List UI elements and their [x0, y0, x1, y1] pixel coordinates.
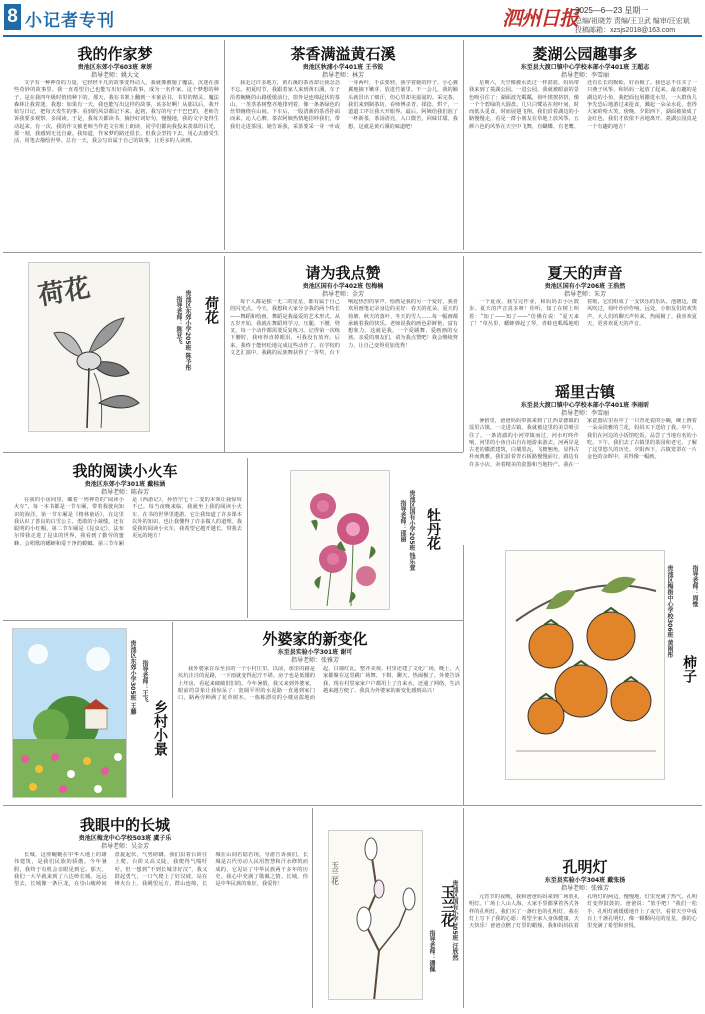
article-body: 我外婆家在东至县的一个小村庄里。以前，那里的路是坑坑洼洼的泥路，一下雨就变得泥泞不堪。房子也是低矮的土坯房，看起来破破旧旧的。今年暑假，我又来到外婆家，眼前的景象让我惊呆了：宽阔平坦的水泥路一直通到家门口，路两旁种满了花草树木。一栋栋漂亮的小楼房拔地而起，白墙红瓦，整齐美观。村里还建了文化广场，晚上，大家都聚在这里跳广场舞、下棋、聊天，热闹极了。外婆告诉我，现在村里家家户户都用上了自来水，还通了网络，生活越来越方便了。我真为外婆家的新变化感到高兴！ — [178, 666, 460, 702]
article-title: 茶香满溢黄石溪 — [290, 45, 396, 63]
jade-artwork — [328, 830, 423, 1000]
article-body: 文字有一种神奇的力量，它轻轻平凡的故事变得动人，我就像被施了魔法，沉迷在那些奇妙的故事里。我一直希望自己也能写出好看的故事，成为一名作家。这个梦想的种子，是在我四年级时悄悄种下的。那天，我在书架上翻到一本童话书，书里的精灵、魔法森林让我着迷。我想：如果有一天，我也能写出这样的故事，该多好啊！从那以后，我开始写日记，把每天发生的事、看到的风景都记下来。起初，我写的句子干巴巴的，老师告诉我要多观察、多阅读。于是，我每天都读书，摘抄好词好句，慢慢地，我的文字变得生动起来。有一次，我的作文被老师当作范文在班上朗读，同学们都向我投来羡慕的目光，那一刻，我感到无比自豪。我知道，作家梦的路还很长，但我会坚持下去，用心去感受生活，用笔去描绘世界。总有一天，我会写出属于自己的故事，让更多的人读到。 — [14, 80, 219, 145]
column-divider — [463, 256, 464, 452]
page-header — [0, 0, 705, 36]
lotus-painting — [29, 263, 150, 432]
article-school: 贵池区东郊小学603班 章妍 — [77, 64, 153, 71]
row-divider — [3, 620, 463, 621]
column-divider — [247, 458, 248, 618]
article-teacher: 指导老师：林芳 — [321, 72, 364, 79]
header-rule — [3, 35, 702, 37]
article-teacher: 指导老师：陈春芳 — [100, 489, 149, 496]
article-body: 在我的小房间里，藏着一列神奇的“阅读小火车”，每一本书都是一节车厢，带着我驶向知识的海洋。第一节车厢是《格林童话》，在这里我认识了善良的白雪公主、勇敢的小裁缝，还有聪明的小红帽。第二节车厢是《昆虫记》，法布尔带我走进了昆虫的世界，我看到了勤劳的蜜蜂、会唱歌的蟋蟀和爱干净的螳螂。第三节车厢是《西游记》，孙悟空七十二变的本领让我惊叹不已。每当夜晚来临，我就坐上我的阅读小火车，在书的世界里遨游。它让我知道了许多课本以外的知识，也让我懂得了许多做人的道理。我爱我的阅读小火车，我希望它越开越长，带我去更远的地方！ — [14, 497, 242, 547]
row-divider — [3, 252, 702, 253]
lotus-inscription: 荷花 — [36, 272, 93, 312]
jade-painting — [329, 831, 423, 1000]
article-school: 贵池区梅龙中心学校503班 虞子乐 — [78, 835, 172, 842]
artwork-teacher: 指导老师：王飞 — [141, 660, 148, 702]
lotus-artwork — [28, 262, 150, 432]
persimmon-painting — [506, 551, 665, 780]
article-body: 我走过许多地方，黄石溪的茶香却让我念念不忘。初夏时节，我跟着家人来到黄石溪。车子沿着蜿蜒的山路缓缓前行，窗外是连绵起伏的茶山，一垄垄茶树整齐地排列着，像一条条绿色的丝带缠绕在山间。下车后，一股清新的茶香扑面而来，沁人心脾。茶农阿姨热情地招呼我们，带我们走进茶园。她告诉我，采茶要采一芽一叶或一芽两叶，手法要轻。我学着她的样子，小心翼翼地摘下嫩芽，放进竹篓里。不一会儿，我的额头就冒出了细汗，但心里却美滋滋的。采完茶，我们来到制茶坊，看师傅杀青、揉捻、烘干，一道道工序让我大开眼界。最后，阿姨给我们泡了一杯新茶，茶汤清亮，入口微苦，回味甘甜。我想，这就是黄石溪的味道吧！ — [230, 80, 458, 130]
artwork-title: 玉兰花 — [439, 885, 455, 927]
artwork-caption: 贵池区东郊小学205班 陈予彤 — [184, 290, 191, 371]
page-number: 8 — [4, 4, 21, 30]
article-title: 菱湖公园趣事多 — [532, 45, 638, 63]
article-body: 暑假里，爸爸妈妈带我来到了江西景德镇的瑶里古镇。一走进古镇，我就被这里的美景吸引住了。一条清澈的小河穿镇而过，河水叮咚作响，河里的小鱼自由自在地游来游去。河两岸是古老的徽派建筑，白墙黑瓦，飞檐翘角，显得古朴而典雅。我们沿着青石板路慢慢前行，路边有许多小店，卖着精美的瓷器和当地特产。我在一家瓷器店里看中了一只青花瓷的小碗，碗上画着一朵朵淡雅的兰花，妈妈买下送给了我。中午，我们在河边的小饭馆吃饭，品尝了当地有名的小吃。下午，我们去了古镇里的茶园和老宅，了解了这里悠久的历史。夕阳西下，古镇笼罩在一片金色的余晖中，美得像一幅画。 — [469, 418, 697, 468]
artwork-title: 牡丹花 — [425, 508, 441, 550]
column-divider — [463, 545, 464, 805]
article-teacher: 指导老师：张雅芳 — [560, 885, 609, 892]
article-teacher: 指导老师：张雅芳 — [290, 657, 339, 664]
article-school: 东至县大渡口镇中心学校本部小学401班 李雨昕 — [520, 402, 650, 409]
article-body: 一个夏夜，我写完作业，和妈妈去小区散步。夏天的声音真多呀！你听，知了在树上叫着：“知了——知了——”仿佛在说：“夏天来了！”草丛里，蟋蟀弹起了琴，青蛙也呱呱地唱着歌，它们组成了一支快乐的乐队。池塘边，微风吹过，荷叶沙沙作响。远处，小朋友们的欢笑声、大人们的聊天声传来，热闹极了。我喜欢夏天，更喜欢夏天的声音。 — [469, 299, 697, 327]
artwork-title: 柿子 — [681, 655, 697, 683]
editor-credits: 总编/祖晓芳 责编/王卫武 编审/汪宏斌 — [575, 18, 690, 25]
jade-inscription: 玉兰花 — [330, 861, 340, 885]
article-body: 长城，这座蜿蜒在中华大地上的雄伟建筑，是我们民族的骄傲。今年暑假，我终于有机会亲眼见到它。那天，我们一大早就来到了八达岭长城。远远望去，长城像一条巨龙，在崇山峻岭间盘旋起伏，气势磅礴。我们沿着台阶往上爬，台阶又高又陡，我爬得气喘吁吁。但一想到“不到长城非好汉”，我又鼓起勇气，一口气爬上了好汉坡。站在烽火台上，我眺望远方，群山连绵，长城在山间若隐若现。导游告诉我们，长城是古代劳动人民用智慧和汗水修筑而成的，它见证了中华民族两千多年的历史。我心中充满了敬佩之情。长城，你是中华民族的象征，我爱你！ — [14, 852, 308, 888]
article-school: 贵池区国有小学206班 王浩然 — [544, 283, 626, 290]
article-teacher: 指导老师：李雪丽 — [560, 72, 609, 79]
article-body: 每个人都是独一无二的星星，都有属于自己的闪光点。今天，我想和大家分享我的两个特长——舞蹈和绘画。舞蹈是我最爱的艺术形式。从五岁开始，我就在舞蹈班学习。压腿、下腰、劈叉，每一个动作都需要反复练习。记得第一次练下腰时，我疼得直掉眼泪，可我没有放弃。后来，我终于能轻松地完成这些动作了。在学校的文艺汇演中，我跳的民族舞获得了一等奖，台下响起热烈的掌声。绘画是我的另一个爱好。我喜欢用画笔记录身边的美好：春天的花朵、夏天的荷塘、秋天的落叶、冬天的雪人……每一幅画都承载着我的快乐。老师说我的画色彩鲜艳，富有想象力。这就是我，一个爱跳舞、爱画画的女孩。亲爱的朋友们，请为我点赞吧！我会继续努力，让自己变得更加优秀！ — [230, 299, 458, 357]
newspaper-logo: 泗州日报 — [502, 6, 578, 30]
issue-date: 2025—6—23 星期一 — [575, 6, 649, 15]
artwork-title: 乡村小景 — [152, 700, 168, 756]
article-teacher: 指导老师：朱芳 — [563, 291, 606, 298]
artwork-caption: 贵池区国有小学205班 钱乐萱 — [408, 490, 415, 571]
article-school: 东至县实验小学301班 谢可 — [277, 649, 353, 656]
row-divider — [3, 805, 702, 806]
column-divider — [463, 40, 464, 250]
article-title: 夏天的声音 — [547, 264, 623, 282]
article-body: 星期六，天空像被水洗过一样湛蓝，妈妈带我来到了菱湖公园。一进公园，我就被眼前的景色吸引住了：湖面波光粼粼，荷叶挨挨挤挤，像一个个碧绿的大圆盘。几只白鹭站在荷叶间，时而低头觅食，时而展翅飞翔。我们沿着湖边的小路慢慢走，看见一群小朋友在草地上放风筝。五颜六色的风筝在天空中飞舞，有蝴蝶、有老鹰、还有长长的蜈蚣，好看极了。我也忍不住买了一只燕子风筝，和妈妈一起放了起来。最有趣的是湖边的小鱼，我把面包屑撒进水里，一大群鱼儿争先恐后地游过来抢食，溅起一朵朵水花，惹得大家哈哈大笑。傍晚，夕阳西下，湖面被染成了金红色，我们才依依不舍地离开。菱湖公园真是一个有趣的地方！ — [469, 80, 697, 130]
article-teacher: 指导老师：金芳 — [321, 291, 364, 298]
column-divider — [172, 622, 173, 798]
article-title: 我的作家梦 — [77, 45, 153, 63]
artwork-caption: 贵池区梅街中心学校306班 黄雨彤 — [666, 565, 673, 658]
article-title: 我眼中的长城 — [79, 816, 170, 834]
column-divider — [463, 808, 464, 1008]
artwork-teacher: 指导老师：周惟 — [691, 565, 698, 607]
article-school: 贵池区秋浦小学401班 王书锐 — [302, 64, 384, 71]
article-body: 元宵节的夜晚，我和爸爸妈妈来到广场放孔明灯。广场上人山人海，大家手里都拿着各式各样的孔明灯。我们买了一盏红色的孔明灯，我在灯上写下了我的心愿：希望全家人身体健康，天天快乐！爸爸点燃了灯里的蜡烛，我和妈妈扶着孔明灯的两边。慢慢地，灯里充满了热气，孔明灯变得鼓鼓的。爸爸说：“放手吧！”我们一松手，孔明灯就缓缓地升上了夜空。看着天空中成百上千盏孔明灯，像一颗颗闪亮的星星，我的心里充满了希望和喜悦。 — [469, 894, 697, 930]
article-school: 东至县大渡口镇中心学校本部小学401班 王超志 — [520, 64, 650, 71]
article-title: 请为我点赞 — [305, 264, 381, 282]
artwork-teacher: 指导老师：邵丽 — [399, 500, 406, 542]
article-title: 外婆家的新变化 — [262, 630, 368, 648]
village-painting — [13, 629, 127, 798]
article-teacher: 指导老师：李雪丽 — [560, 410, 609, 417]
village-artwork — [12, 628, 127, 798]
column-divider — [312, 808, 313, 1008]
article-school: 东至县实验小学304班 戴张扬 — [544, 877, 626, 884]
artwork-caption: 贵池区国有小学205班 汪欣然 — [451, 880, 458, 961]
article-teacher: 指导老师：吴金芳 — [100, 843, 149, 850]
artwork-teacher: 指导老师：潘佩 — [428, 930, 435, 972]
column-divider — [224, 40, 225, 250]
row-divider — [3, 452, 463, 453]
peony-painting — [291, 471, 390, 610]
article-teacher: 指导老师：姚大文 — [90, 72, 139, 79]
column-divider — [224, 256, 225, 452]
article-title: 我的阅读小火车 — [72, 462, 178, 480]
article-school: 贵池区国有小学402班 包梅楠 — [302, 283, 384, 290]
article-title: 孔明灯 — [562, 858, 608, 876]
peony-artwork — [290, 470, 390, 610]
artwork-teacher: 指导老师：陈亚飞 — [175, 296, 182, 344]
contact-email: 投稿邮箱：xzsjs2018@163.com — [575, 27, 676, 34]
artwork-caption: 贵池区东郊小学305班 王藤 — [129, 640, 136, 715]
persimmon-artwork — [505, 550, 665, 780]
article-school: 贵池区东郊小学301班 戴桂涵 — [84, 481, 166, 488]
article-title: 瑶里古镇 — [554, 383, 615, 401]
section-title: 小记者专刊 — [25, 11, 115, 31]
artwork-title: 荷花 — [203, 296, 219, 324]
